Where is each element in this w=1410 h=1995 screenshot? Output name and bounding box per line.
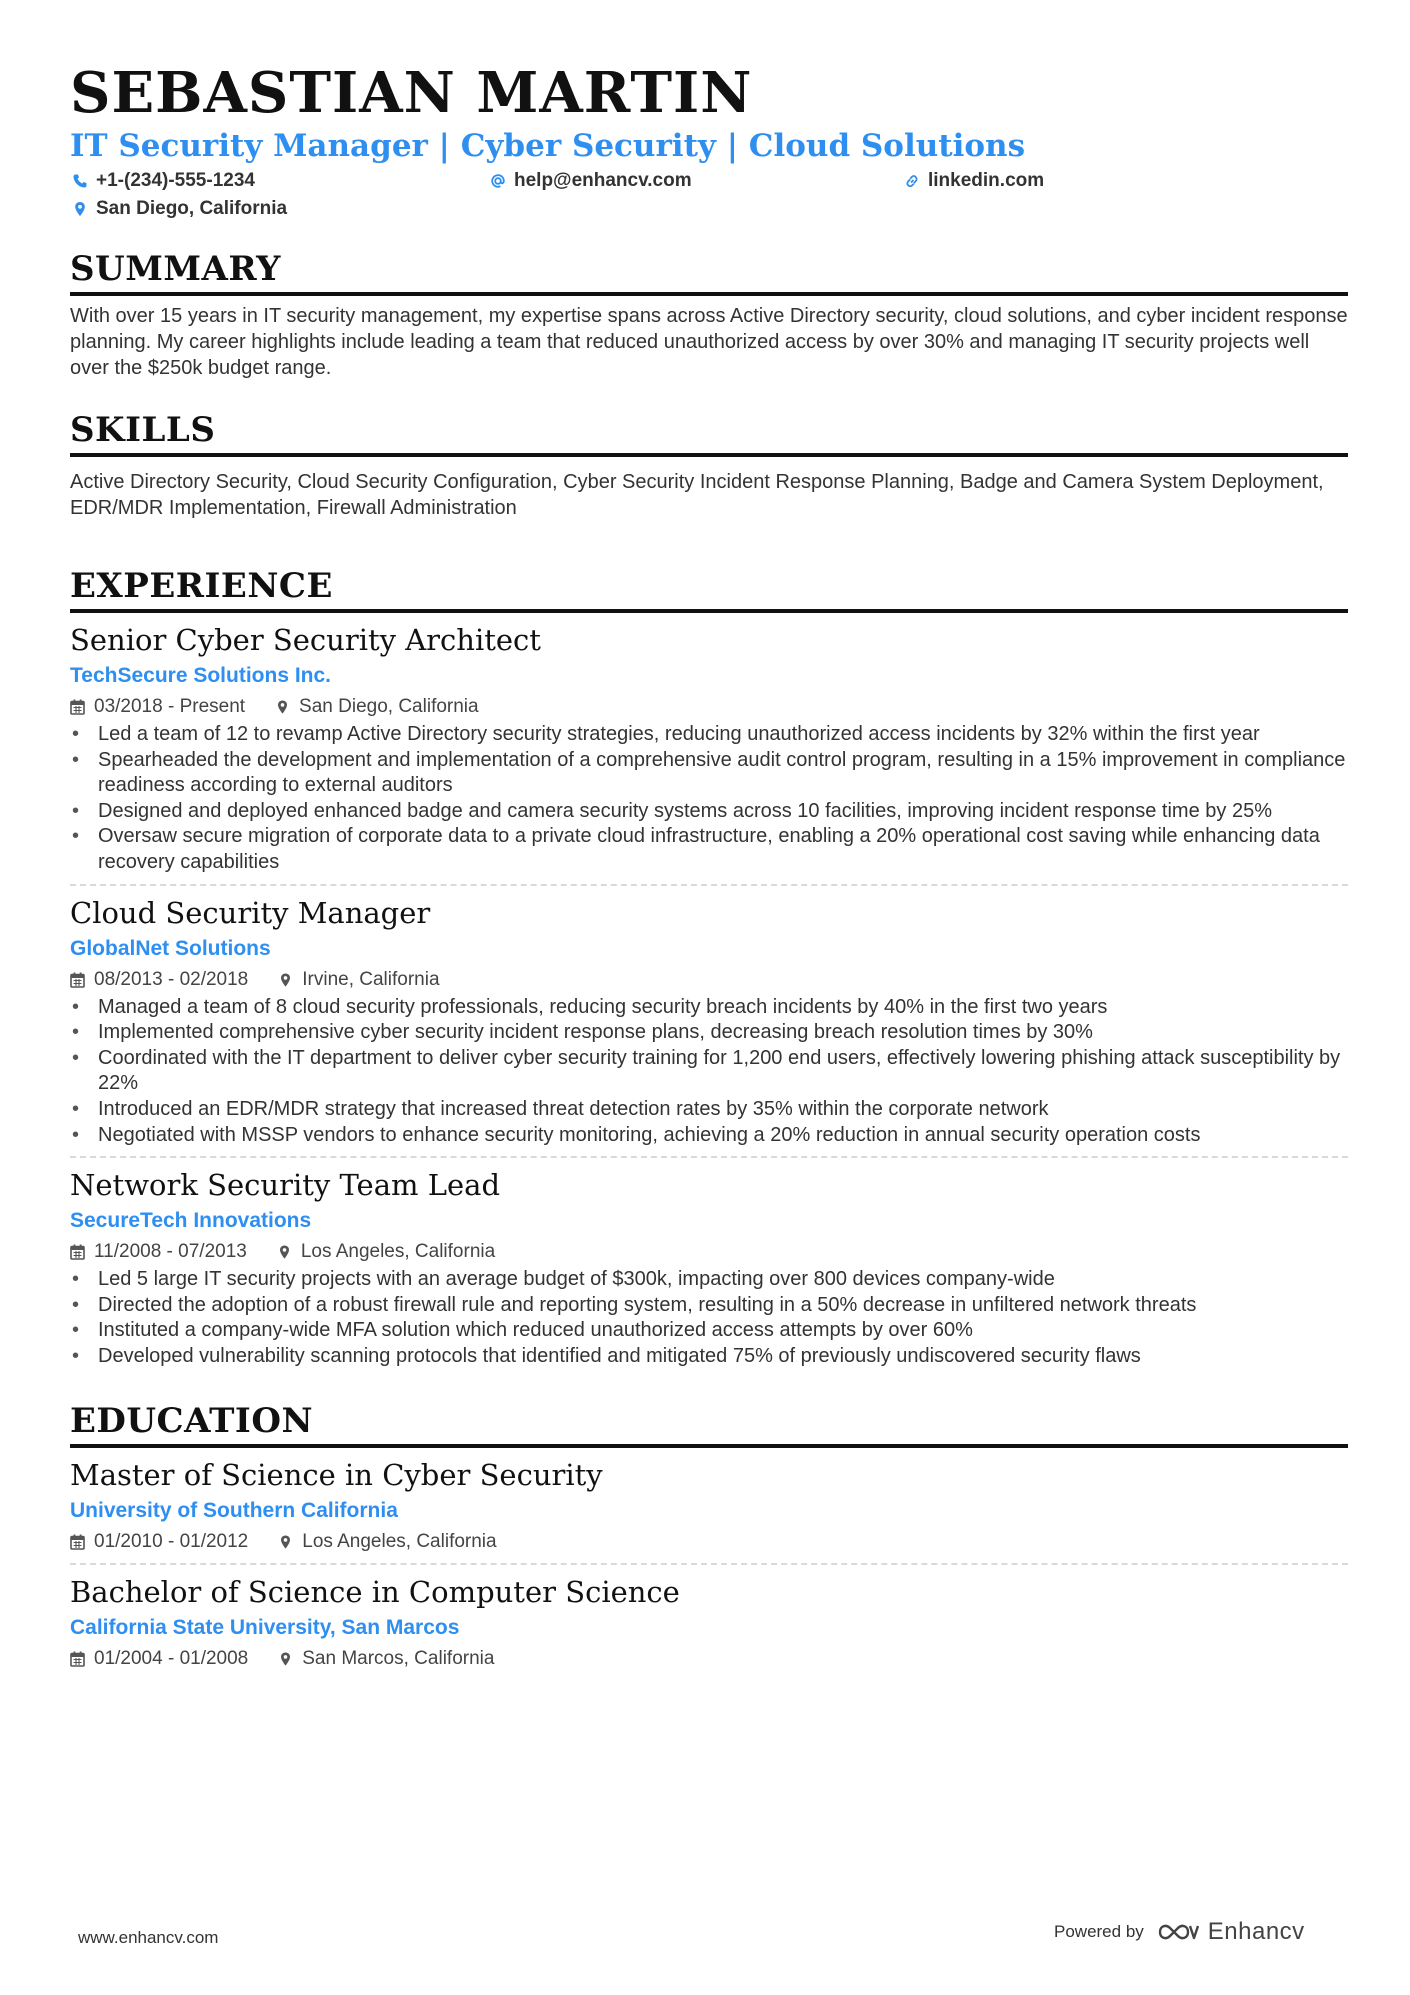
job-meta bbox=[70, 967, 1348, 993]
phone-text: +1-(234)-555-1234 bbox=[96, 170, 255, 191]
skills-heading: SKILLS bbox=[70, 409, 1348, 457]
calendar-icon bbox=[70, 1244, 85, 1260]
achievement-list bbox=[70, 1267, 1348, 1369]
achievement-item: • Designed and deployed enhanced badge and camera security systems across 10 facilities, improving incident response time by 25% bbox=[70, 799, 1348, 825]
education-entry bbox=[70, 1456, 1348, 1565]
contact-website[interactable] bbox=[904, 170, 1044, 192]
company-name[interactable]: SecureTech Innovations bbox=[70, 1209, 312, 1233]
candidate-headline: IT Security Manager | Cyber Security | Cloud Solutions bbox=[70, 128, 1026, 164]
job-title: Cloud Security Manager bbox=[70, 895, 431, 930]
achievement-item: • Developed vulnerability scanning protocols that identified and mitigated 75% of previously undiscovered security flaws bbox=[70, 1344, 1348, 1370]
entry-divider bbox=[70, 1156, 1348, 1158]
calendar-icon bbox=[70, 699, 85, 715]
location-text: San Diego, California bbox=[96, 198, 288, 219]
education-meta bbox=[70, 1646, 1348, 1672]
achievement-list bbox=[70, 722, 1348, 876]
entry-divider bbox=[70, 884, 1348, 886]
experience-entry bbox=[70, 1166, 1348, 1369]
brand-name: Enhancv bbox=[1207, 1918, 1305, 1945]
job-dates: 03/2018 - Present bbox=[94, 696, 246, 717]
job-title: Senior Cyber Security Architect bbox=[70, 623, 541, 657]
location-pin-icon bbox=[278, 1651, 293, 1667]
achievement-item: • Led a team of 12 to revamp Active Directory security strategies, reducing unauthorized access incidents by 32% within the first year bbox=[70, 722, 1348, 748]
calendar-icon bbox=[70, 972, 85, 988]
school-name[interactable]: University of Southern California bbox=[70, 1498, 398, 1522]
job-location: Irvine, California bbox=[302, 968, 440, 990]
achievement-item: • Negotiated with MSSP vendors to enhance security monitoring, achieving a 20% reduction in annual security operation costs bbox=[70, 1123, 1348, 1149]
education-location: San Marcos, California bbox=[302, 1647, 495, 1669]
education-section bbox=[70, 1400, 1348, 1672]
degree-title: Master of Science in Cyber Security bbox=[70, 1457, 603, 1492]
company-name[interactable]: GlobalNet Solutions bbox=[70, 936, 271, 960]
powered-by-text: Powered by bbox=[1054, 1922, 1144, 1941]
education-dates: 01/2004 - 01/2008 bbox=[94, 1647, 249, 1669]
calendar-icon bbox=[70, 1534, 85, 1550]
website-text: linkedin.com bbox=[928, 170, 1045, 191]
footer-branding bbox=[1054, 1918, 1305, 1946]
school-name[interactable]: California State University, San Marcos bbox=[70, 1615, 460, 1639]
degree-title: Bachelor of Science in Computer Science bbox=[70, 1574, 680, 1609]
link-icon bbox=[904, 173, 920, 189]
enhancv-logo-icon bbox=[1156, 1920, 1200, 1944]
job-title: Network Security Team Lead bbox=[70, 1168, 501, 1203]
achievement-item: • Led 5 large IT security projects with an average budget of $300k, impacting over 800 devices company-wide bbox=[70, 1267, 1348, 1293]
entry-divider bbox=[70, 1563, 1348, 1565]
experience-entry bbox=[70, 621, 1348, 886]
experience-heading: EXPERIENCE bbox=[70, 565, 1348, 613]
location-pin-icon bbox=[275, 699, 290, 715]
location-pin-icon bbox=[72, 201, 88, 217]
at-icon bbox=[490, 173, 506, 189]
footer-website[interactable]: www.enhancv.com bbox=[78, 1928, 219, 1947]
location-pin-icon bbox=[278, 1534, 293, 1550]
achievement-item: • Oversaw secure migration of corporate data to a private cloud infrastructure, enabling a 20% operational cost saving while enhancing data recovery capabilities bbox=[70, 824, 1348, 875]
skills-text: Active Directory Security, Cloud Security Configuration, Cyber Security Incident Response Planning, Badge and Camera System Deployment, EDR/MDR Implementation, Firewall Administration bbox=[70, 471, 1324, 519]
location-pin-icon bbox=[278, 972, 293, 988]
job-location: Los Angeles, California bbox=[300, 1241, 496, 1263]
email-text: help@enhancv.com bbox=[514, 170, 692, 191]
company-name[interactable]: TechSecure Solutions Inc. bbox=[70, 664, 332, 687]
achievement-list bbox=[70, 995, 1348, 1149]
summary-heading: SUMMARY bbox=[70, 248, 1348, 296]
achievement-item: • Spearheaded the development and implementation of a comprehensive audit control program, resulting in a 15% improvement in compliance readiness according to external auditors bbox=[70, 748, 1348, 799]
achievement-item: • Instituted a company-wide MFA solution which reduced unauthorized access attempts by over 60% bbox=[70, 1318, 1348, 1344]
enhancv-logo[interactable] bbox=[1156, 1918, 1305, 1946]
achievement-item: • Directed the adoption of a robust firewall rule and reporting system, resulting in a 50% decrease in unfiltered network threats bbox=[70, 1293, 1348, 1319]
summary-section bbox=[70, 248, 1348, 381]
contact-location bbox=[72, 198, 287, 220]
contact-email[interactable] bbox=[490, 170, 692, 192]
resume-page bbox=[70, 60, 1348, 1672]
contact-phone[interactable] bbox=[72, 170, 255, 192]
phone-icon bbox=[72, 173, 88, 189]
candidate-name: SEBASTIAN MARTIN bbox=[70, 60, 753, 126]
achievement-item: • Managed a team of 8 cloud security professionals, reducing security breach incidents by 40% in the first two years bbox=[70, 995, 1348, 1021]
achievement-item: • Implemented comprehensive cyber security incident response plans, decreasing breach resolution times by 30% bbox=[70, 1020, 1348, 1046]
education-heading: EDUCATION bbox=[70, 1400, 1348, 1448]
job-meta bbox=[70, 694, 1348, 720]
education-entry bbox=[70, 1573, 1348, 1672]
job-location: San Diego, California bbox=[299, 696, 479, 717]
achievement-item: • Coordinated with the IT department to deliver cyber security training for 1,200 end users, effectively lowering phishing attack susceptibility by 22% bbox=[70, 1046, 1348, 1097]
calendar-icon bbox=[70, 1651, 85, 1667]
job-dates: 08/2013 - 02/2018 bbox=[94, 968, 249, 990]
summary-text: With over 15 years in IT security management, my expertise spans across Active Directory security, cloud solutions, and cyber incident response planning. My career highlights include leading a team that reduced unauthorized access by over 30% and managing IT security projects well over the $250k budget range. bbox=[70, 305, 1348, 379]
skills-section bbox=[70, 409, 1348, 521]
achievement-item: • Introduced an EDR/MDR strategy that increased threat detection rates by 35% within the corporate network bbox=[70, 1097, 1348, 1123]
education-location: Los Angeles, California bbox=[302, 1530, 497, 1552]
education-dates: 01/2010 - 01/2012 bbox=[94, 1530, 249, 1552]
job-meta bbox=[70, 1239, 1348, 1265]
job-dates: 11/2008 - 07/2013 bbox=[94, 1241, 247, 1263]
contact-info bbox=[70, 170, 1348, 226]
education-meta bbox=[70, 1529, 1348, 1555]
location-pin-icon bbox=[277, 1244, 292, 1260]
experience-section bbox=[70, 565, 1348, 1370]
experience-entry bbox=[70, 894, 1348, 1159]
